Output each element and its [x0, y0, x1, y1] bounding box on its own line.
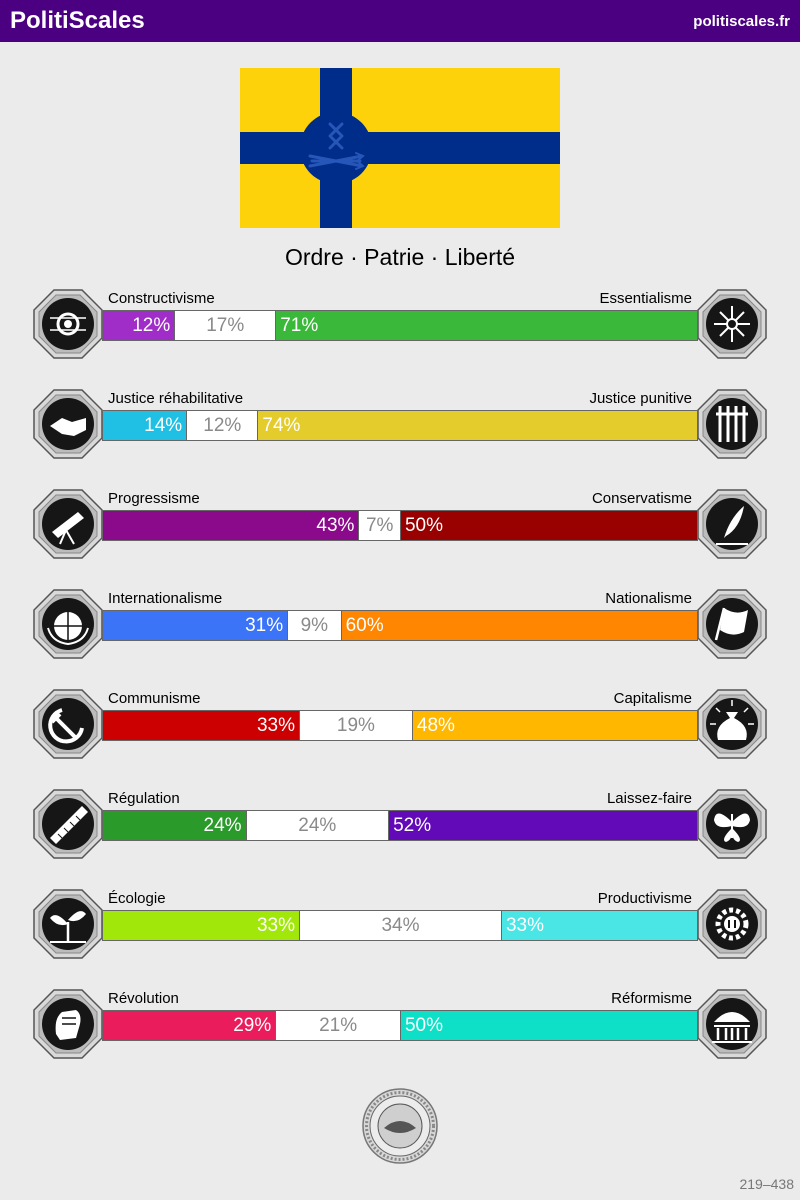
axis-right-segment: 33% — [501, 911, 697, 940]
axis-row — [0, 388, 800, 468]
axis-left-label: Internationalisme — [108, 590, 223, 607]
axis-neutral-segment: 24% — [246, 811, 389, 840]
axis-right-label: Conservatisme — [591, 490, 692, 507]
axis-row — [0, 488, 800, 568]
axis-left-segment: 14% — [103, 411, 186, 440]
ideology-flag — [240, 68, 560, 228]
axis-left-label: Révolution — [108, 990, 179, 1007]
axis-neutral-segment: 19% — [299, 711, 412, 740]
axis-bar — [102, 310, 698, 341]
axis-left-label: Régulation — [108, 790, 180, 807]
gear-icon — [696, 888, 768, 960]
axis-right-label: Capitalisme — [613, 690, 692, 707]
axis-neutral-segment: 12% — [186, 411, 257, 440]
prison-bars-icon — [696, 388, 768, 460]
sprout-icon — [32, 888, 104, 960]
axis-left-segment: 33% — [103, 711, 299, 740]
axis-right-label: Nationalisme — [605, 590, 692, 607]
axis-neutral-segment: 17% — [174, 311, 275, 340]
axis-right-label: Réformisme — [611, 990, 692, 1007]
axis-right-segment: 50% — [400, 1011, 697, 1040]
axis-right-segment: 50% — [400, 511, 697, 540]
site-url[interactable]: politiscales.fr — [693, 12, 790, 30]
axis-left-label: Écologie — [108, 890, 166, 907]
ruler-icon — [32, 788, 104, 860]
axis-neutral-segment: 34% — [299, 911, 501, 940]
butterfly-icon — [696, 788, 768, 860]
axis-bar — [102, 510, 698, 541]
axis-row — [0, 688, 800, 768]
axis-bar — [102, 1010, 698, 1041]
app-header — [0, 0, 800, 42]
axis-bar — [102, 410, 698, 441]
axis-right-segment: 74% — [257, 411, 697, 440]
axis-left-segment: 12% — [103, 311, 174, 340]
eye-icon — [32, 288, 104, 360]
globe-icon — [32, 588, 104, 660]
quill-icon — [696, 488, 768, 560]
axis-left-segment: 24% — [103, 811, 246, 840]
parliament-icon — [696, 988, 768, 1060]
flower-icon — [696, 288, 768, 360]
axis-left-label: Communisme — [108, 690, 201, 707]
axis-neutral-segment: 21% — [275, 1011, 400, 1040]
axis-row — [0, 588, 800, 668]
axis-left-segment: 29% — [103, 1011, 275, 1040]
axis-bar — [102, 910, 698, 941]
axis-left-segment: 33% — [103, 911, 299, 940]
axis-row — [0, 888, 800, 968]
axis-right-segment: 60% — [341, 611, 697, 640]
axis-right-segment: 48% — [412, 711, 697, 740]
axis-right-segment: 71% — [275, 311, 697, 340]
axis-row — [0, 288, 800, 368]
axis-row — [0, 788, 800, 868]
slogan: Ordre · Patrie · Liberté — [284, 244, 516, 270]
axis-row — [0, 988, 800, 1068]
brand-title[interactable]: PolitiScales — [10, 7, 145, 34]
axis-right-label: Laissez-faire — [606, 790, 692, 807]
axis-bar — [102, 610, 698, 641]
axis-neutral-segment: 9% — [287, 611, 340, 640]
fist-icon — [32, 988, 104, 1060]
telescope-icon — [32, 488, 104, 560]
axis-left-segment: 43% — [103, 511, 358, 540]
axis-neutral-segment: 7% — [358, 511, 400, 540]
axis-bar — [102, 710, 698, 741]
axis-left-label: Progressisme — [108, 490, 200, 507]
axis-left-segment: 31% — [103, 611, 287, 640]
footer-code: 219–438 — [739, 1176, 794, 1192]
hammer-sickle-icon — [32, 688, 104, 760]
handshake-icon — [32, 388, 104, 460]
axis-left-label: Constructivisme — [108, 290, 215, 307]
axis-right-label: Productivisme — [597, 890, 692, 907]
axis-right-label: Justice punitive — [589, 390, 692, 407]
money-bag-icon — [696, 688, 768, 760]
politiscales-seal-icon — [362, 1088, 438, 1164]
flag-icon — [696, 588, 768, 660]
axis-right-segment: 52% — [388, 811, 697, 840]
axis-left-label: Justice réhabilitative — [108, 390, 244, 407]
axis-bar — [102, 810, 698, 841]
axis-right-label: Essentialisme — [599, 290, 692, 307]
